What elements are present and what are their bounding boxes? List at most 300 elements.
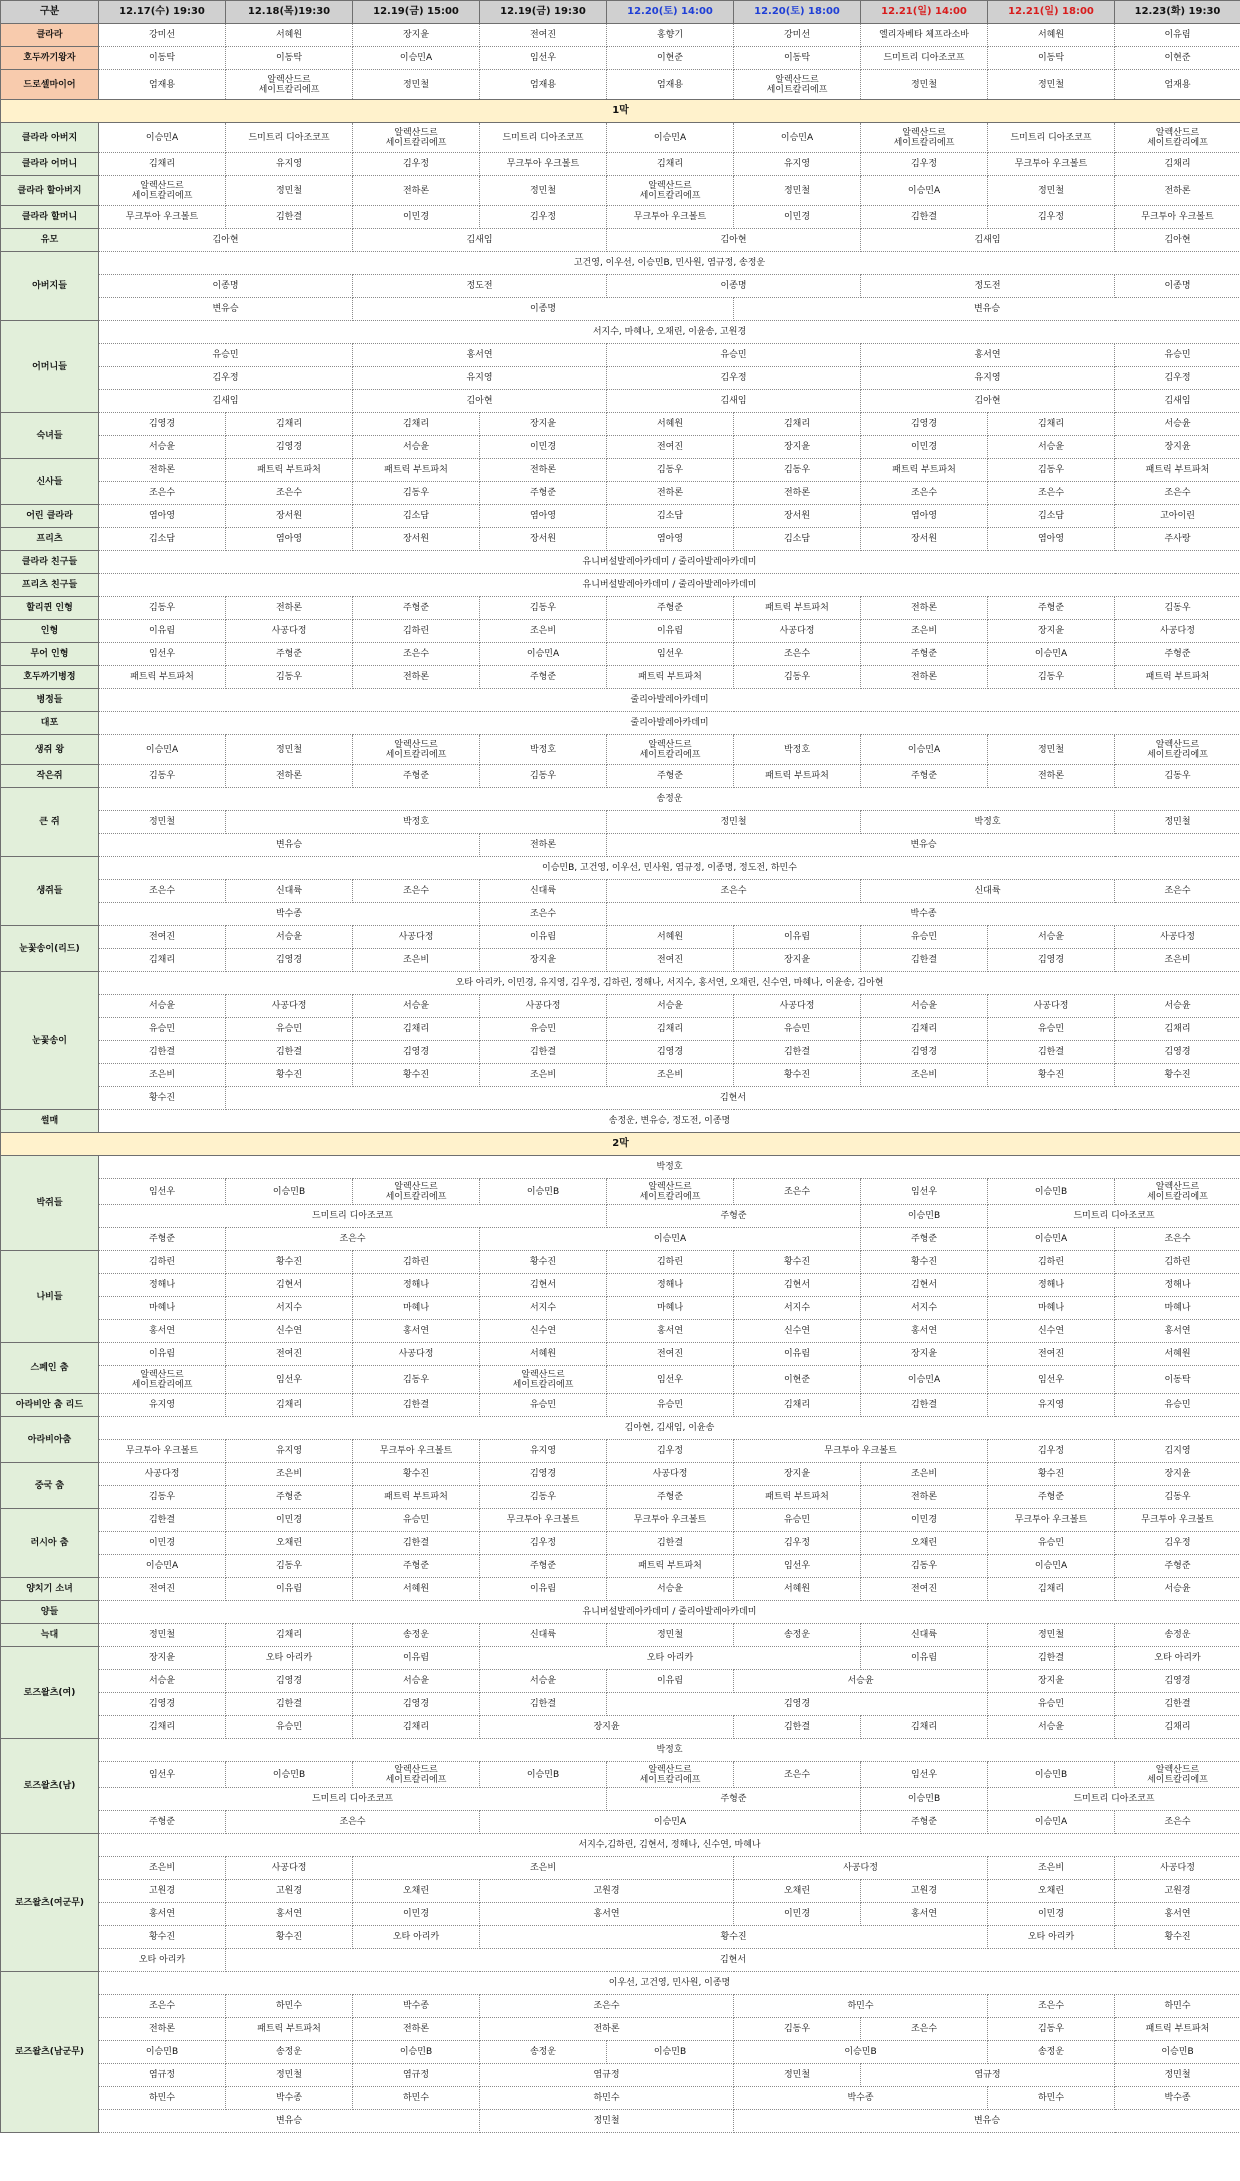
cast-cell: 홍서연 [1115,1903,1240,1926]
cast-cell: 전여진 [861,1578,988,1601]
cast-cell: 마혜나 [1115,1297,1240,1320]
cast-cell: 이민경 [353,206,480,229]
cast-cell: 김영경 [226,1670,353,1693]
cast-cell: 김영경 [480,1463,607,1486]
cast-cell: 조은수 [226,1811,480,1834]
cast-cell: 알렉산드르 세이트칼리에프 [353,123,480,153]
table-row [1,252,1240,275]
table-row [1,1811,1240,1834]
cast-cell: 알렉산드르 세이트칼리에프 [607,735,734,765]
cast-cell: 이승민B [734,2041,988,2064]
cast-cell: 홍서연 [99,1903,226,1926]
cast-cell: 김아현 [607,229,861,252]
cast-cell: 임선우 [480,47,607,70]
cast-cell: 전여진 [607,436,734,459]
role-name: 스페인 춤 [1,1343,99,1394]
cast-cell: 패트릭 부트파처 [226,459,353,482]
cast-cell: 이민경 [99,1532,226,1555]
cast-cell: 변유승 [734,2110,1240,2133]
cast-cell: 패트릭 부트파처 [353,1486,480,1509]
table-row [1,765,1240,788]
cast-cell: 김한결 [607,1532,734,1555]
cast-cell: 알렉산드르 세이트칼리에프 [480,1366,607,1394]
cast-cell: 유승민 [1115,1394,1240,1417]
role-name: 무어 인형 [1,643,99,666]
cast-cell: 김아현, 김새임, 이윤송 [99,1417,1240,1440]
cast-cell: 김현서 [226,1274,353,1297]
cast-cell: 이동탁 [226,47,353,70]
cast-cell: 김동우 [226,666,353,689]
cast-cell: 김새임 [607,390,861,413]
table-row [1,436,1240,459]
cast-cell: 유지영 [734,153,861,176]
cast-cell: 드미트리 디아조코프 [226,123,353,153]
cast-cell: 정민철 [734,176,861,206]
cast-cell: 황수진 [861,1251,988,1274]
cast-cell: 임선우 [99,1179,226,1205]
cast-cell: 서승윤 [226,926,353,949]
cast-cell: 조은비 [861,620,988,643]
cast-cell: 김하린 [353,620,480,643]
cast-cell: 전하론 [607,482,734,505]
cast-cell: 서승윤 [99,436,226,459]
cast-cell: 이우선, 고건영, 민사원, 이종명 [99,1972,1240,1995]
table-row [1,1463,1240,1486]
cast-cell: 홍향기 [607,24,734,47]
cast-cell: 신대륙 [861,880,1115,903]
cast-cell: 이유림 [226,1578,353,1601]
date-header: 12.18(목)19:30 [226,1,353,24]
table-row [1,949,1240,972]
table-row [1,100,1240,123]
cast-cell: 무크투아 우크볼트 [1115,206,1240,229]
cast-cell: 서승윤 [353,1670,480,1693]
cast-cell: 장서원 [734,505,861,528]
cast-cell: 신수연 [734,1320,861,1343]
table-row [1,70,1240,100]
cast-cell: 박수종 [226,2087,353,2110]
cast-cell: 염아영 [607,528,734,551]
cast-cell: 송정운 [480,2041,607,2064]
table-row [1,505,1240,528]
cast-cell: 정도전 [861,275,1115,298]
cast-cell: 서승윤 [988,1716,1115,1739]
cast-cell: 이승민B [480,1762,607,1788]
table-row [1,1834,1240,1857]
header-label: 구분 [1,1,99,24]
cast-cell: 유승민 [480,1394,607,1417]
cast-cell: 정민철 [353,70,480,100]
date-header: 12.23(화) 19:30 [1115,1,1240,24]
cast-cell: 장지윤 [353,24,480,47]
cast-cell: 유승민 [734,1018,861,1041]
cast-cell: 김동우 [1115,597,1240,620]
cast-cell: 이승민A [988,643,1115,666]
cast-cell: 유지영 [226,153,353,176]
cast-cell: 유승민 [226,1716,353,1739]
cast-cell: 홍서연 [861,1903,988,1926]
cast-cell: 서혜원 [1115,1343,1240,1366]
cast-cell: 김새임 [1115,390,1240,413]
cast-cell: 패트릭 부트파처 [734,765,861,788]
cast-cell: 이현준 [734,1366,861,1394]
cast-cell: 전하론 [734,482,861,505]
cast-cell: 이유림 [99,1343,226,1366]
cast-cell: 고원경 [99,1880,226,1903]
cast-cell: 김한결 [99,1509,226,1532]
cast-cell: 주형준 [226,1486,353,1509]
role-name: 대포 [1,712,99,735]
cast-cell: 홍서연 [353,344,607,367]
cast-cell: 장지윤 [734,436,861,459]
cast-cell: 이현준 [1115,47,1240,70]
cast-cell: 정해나 [353,1274,480,1297]
cast-cell: 무크투아 우크볼트 [988,1509,1115,1532]
cast-cell: 김동우 [99,765,226,788]
cast-cell: 이승민B [988,1179,1115,1205]
cast-cell: 김동우 [353,1366,480,1394]
cast-cell: 조은수 [480,903,607,926]
table-row [1,666,1240,689]
cast-cell: 이유림 [1115,24,1240,47]
cast-cell: 주형준 [861,1228,988,1251]
cast-cell: 마혜나 [99,1297,226,1320]
cast-cell: 전하론 [480,459,607,482]
cast-cell: 사공다정 [1115,620,1240,643]
cast-cell: 김채리 [226,1394,353,1417]
cast-cell: 정민철 [988,176,1115,206]
cast-cell: 무크투아 우크볼트 [480,1509,607,1532]
table-row [1,1417,1240,1440]
cast-cell: 조은비 [607,1064,734,1087]
cast-cell: 패트릭 부트파처 [734,1486,861,1509]
cast-cell: 박정호 [99,1156,1240,1179]
cast-cell: 조은비 [1115,949,1240,972]
cast-cell: 변유승 [99,834,480,857]
cast-cell: 이승민A [861,1366,988,1394]
cast-cell: 엄재용 [480,70,607,100]
table-row [1,176,1240,206]
cast-cell: 박정호 [861,811,1115,834]
cast-cell: 정민철 [988,70,1115,100]
cast-cell: 김동우 [861,1555,988,1578]
cast-cell: 이승민B [226,1179,353,1205]
table-row [1,689,1240,712]
cast-cell: 패트릭 부트파처 [861,459,988,482]
cast-cell: 이승민A [99,123,226,153]
table-row [1,1251,1240,1274]
table-row [1,1,1240,24]
cast-cell: 김채리 [1115,1716,1240,1739]
cast-cell: 서승윤 [607,995,734,1018]
cast-cell: 이승민A [734,123,861,153]
cast-cell: 이종명 [1115,275,1240,298]
cast-cell: 주형준 [1115,643,1240,666]
cast-cell: 서혜원 [607,926,734,949]
cast-cell: 김소담 [988,505,1115,528]
cast-cell: 황수진 [480,1251,607,1274]
cast-cell: 서지수 [480,1297,607,1320]
cast-cell: 김현서 [226,1949,1240,1972]
cast-cell: 임선우 [861,1762,988,1788]
cast-cell: 알렉산드르 세이트칼리에프 [353,735,480,765]
cast-cell: 박수종 [607,903,1240,926]
cast-cell: 박정호 [226,811,607,834]
role-name: 드로셀마이어 [1,70,99,100]
date-header: 12.20(토) 14:00 [607,1,734,24]
cast-cell: 김우정 [861,153,988,176]
cast-cell: 오타 아리카, 이민경, 유지영, 김우정, 김하린, 정해나, 서지수, 홍서연, 오채린, 신수연, 마혜나, 이윤송, 김아현 [99,972,1240,995]
act-2-band: 2막 [1,1133,1240,1156]
cast-cell: 김소담 [734,528,861,551]
cast-cell: 엘리자베타 체프라소바 [861,24,988,47]
table-row [1,528,1240,551]
cast-cell: 알렉산드르 세이트칼리에프 [99,176,226,206]
cast-cell: 황수진 [988,1463,1115,1486]
cast-cell: 홍서연 [353,1320,480,1343]
date-header: 12.19(금) 19:30 [480,1,607,24]
cast-cell: 강미선 [99,24,226,47]
table-row [1,1179,1240,1205]
cast-cell: 알렉산드르 세이트칼리에프 [353,1179,480,1205]
cast-cell: 전하론 [480,834,607,857]
cast-cell: 알렉산드르 세이트칼리에프 [1115,1762,1240,1788]
cast-cell: 김영경 [861,413,988,436]
cast-cell: 이유림 [480,926,607,949]
cast-cell: 이유림 [607,1670,734,1693]
cast-cell: 오타 아리카 [1115,1647,1240,1670]
cast-cell: 정민철 [988,1624,1115,1647]
table-row [1,551,1240,574]
table-row [1,834,1240,857]
table-row [1,1762,1240,1788]
cast-cell: 서승윤 [1115,413,1240,436]
cast-cell: 신수연 [226,1320,353,1343]
cast-cell: 정민철 [99,811,226,834]
cast-cell: 이종명 [99,275,353,298]
cast-cell: 김채리 [353,1018,480,1041]
cast-cell: 이동탁 [734,47,861,70]
cast-cell: 유승민 [1115,344,1240,367]
cast-cell: 변유승 [734,298,1240,321]
cast-cell: 조은비 [861,1064,988,1087]
cast-cell: 김채리 [734,413,861,436]
cast-cell: 김동우 [988,2018,1115,2041]
cast-cell: 주형준 [480,482,607,505]
cast-cell: 이민경 [861,436,988,459]
cast-cell: 전하론 [99,2018,226,2041]
role-name: 늑대 [1,1624,99,1647]
cast-cell: 정민철 [734,2064,861,2087]
cast-cell: 김하린 [353,1251,480,1274]
cast-cell: 전하론 [861,666,988,689]
cast-cell: 염아영 [99,505,226,528]
table-row [1,880,1240,903]
cast-cell: 장지윤 [480,413,607,436]
cast-cell: 사공다정 [226,1857,353,1880]
cast-cell: 유지영 [99,1394,226,1417]
date-header: 12.21(일) 14:00 [861,1,988,24]
cast-cell: 사공다정 [353,926,480,949]
cast-cell: 황수진 [988,1064,1115,1087]
role-name: 생쥐 왕 [1,735,99,765]
cast-cell: 주형준 [607,765,734,788]
cast-cell: 이승민B [861,1205,988,1228]
cast-cell: 송정운 [734,1624,861,1647]
cast-cell: 이승민A [480,643,607,666]
role-name: 프리츠 친구들 [1,574,99,597]
cast-cell: 정민철 [226,2064,353,2087]
cast-cell: 황수진 [1115,1926,1240,1949]
cast-cell: 이유림 [607,620,734,643]
cast-cell: 이유림 [861,1647,988,1670]
role-name: 클라라 할머니 [1,206,99,229]
cast-cell: 서혜원 [353,1578,480,1601]
table-row [1,229,1240,252]
table-row [1,1739,1240,1762]
cast-cell: 주형준 [480,666,607,689]
cast-cell: 유승민 [226,1018,353,1041]
cast-cell: 정민철 [226,735,353,765]
cast-cell: 전여진 [607,949,734,972]
cast-cell: 이종명 [353,298,734,321]
cast-cell: 조은비 [99,1064,226,1087]
table-row [1,1601,1240,1624]
table-row [1,2041,1240,2064]
role-name: 로즈왈츠(남) [1,1739,99,1834]
cast-cell: 오채린 [734,1880,861,1903]
cast-cell: 주형준 [607,597,734,620]
cast-cell: 조은수 [99,1995,226,2018]
cast-cell: 김새임 [99,390,353,413]
table-row [1,811,1240,834]
cast-cell: 조은비 [353,949,480,972]
table-row [1,926,1240,949]
table-row [1,1788,1240,1811]
cast-cell: 김소담 [607,505,734,528]
cast-cell: 송정운 [99,788,1240,811]
cast-cell: 이승민A [480,1228,861,1251]
cast-cell: 하민수 [99,2087,226,2110]
cast-cell: 서지수 [734,1297,861,1320]
role-name: 유모 [1,229,99,252]
cast-cell: 주형준 [1115,1555,1240,1578]
table-row [1,1486,1240,1509]
cast-cell: 줄리아발레아카데미 [99,689,1240,712]
cast-cell: 김우정 [1115,367,1240,390]
table-row [1,1532,1240,1555]
cast-cell: 김우정 [1115,1532,1240,1555]
cast-cell: 주형준 [99,1228,226,1251]
cast-cell: 서승윤 [99,1670,226,1693]
cast-cell: 하민수 [988,2087,1115,2110]
cast-cell: 마혜나 [607,1297,734,1320]
table-row [1,643,1240,666]
cast-cell: 이승민B [226,1762,353,1788]
cast-cell: 이승민A [861,735,988,765]
table-row [1,1320,1240,1343]
cast-cell: 조은수 [734,1179,861,1205]
cast-cell: 주형준 [607,1205,861,1228]
cast-cell: 알렉산드르 세이트칼리에프 [1115,1179,1240,1205]
cast-cell: 김영경 [861,1041,988,1064]
cast-cell: 임선우 [99,1762,226,1788]
cast-cell: 정민철 [1115,2064,1240,2087]
cast-cell: 조은비 [988,1857,1115,1880]
cast-cell: 알렉산드르 세이트칼리에프 [1115,735,1240,765]
table-row [1,1343,1240,1366]
cast-cell: 김영경 [607,1693,988,1716]
cast-cell: 하민수 [353,2087,480,2110]
role-name: 어머니들 [1,321,99,413]
role-name: 호두까기왕자 [1,47,99,70]
cast-cell: 김채리 [861,1018,988,1041]
cast-cell: 이승민B [861,1788,988,1811]
cast-cell: 신수연 [480,1320,607,1343]
table-row [1,1857,1240,1880]
cast-cell: 사공다정 [1115,1857,1240,1880]
cast-cell: 알렉산드르 세이트칼리에프 [607,1179,734,1205]
cast-cell: 김영경 [99,1693,226,1716]
cast-cell: 장지윤 [1115,1463,1240,1486]
cast-cell: 이민경 [734,206,861,229]
cast-cell: 오채린 [353,1880,480,1903]
cast-cell: 김동우 [480,597,607,620]
cast-cell: 신대륙 [480,1624,607,1647]
cast-cell: 조은수 [861,482,988,505]
cast-cell: 김한결 [226,1693,353,1716]
cast-cell: 황수진 [353,1463,480,1486]
cast-cell: 김아현 [353,390,607,413]
cast-cell: 김우정 [480,206,607,229]
cast-cell: 유승민 [988,1693,1115,1716]
cast-cell: 김우정 [353,153,480,176]
table-row [1,1624,1240,1647]
table-row [1,995,1240,1018]
table-row [1,1041,1240,1064]
cast-cell: 장서원 [226,505,353,528]
cast-cell: 패트릭 부트파처 [734,597,861,620]
cast-cell: 정도전 [353,275,607,298]
cast-cell: 하민수 [480,2087,734,2110]
cast-cell: 전하론 [353,2018,480,2041]
cast-cell: 김영경 [353,1041,480,1064]
cast-cell: 조은수 [607,880,861,903]
role-name: 썰매 [1,1110,99,1133]
cast-cell: 서혜원 [988,24,1115,47]
cast-cell: 이동탁 [99,47,226,70]
cast-cell: 홍서연 [861,344,1115,367]
cast-cell: 조은수 [226,482,353,505]
role-name: 어린 클라라 [1,505,99,528]
table-row [1,367,1240,390]
table-row [1,735,1240,765]
cast-cell: 알렉산드르 세이트칼리에프 [353,1762,480,1788]
cast-cell: 이유림 [99,620,226,643]
cast-cell: 조은수 [988,482,1115,505]
table-row [1,712,1240,735]
cast-cell: 하민수 [734,1995,988,2018]
table-row [1,482,1240,505]
table-row [1,275,1240,298]
cast-cell: 임선우 [226,1366,353,1394]
cast-cell: 김동우 [734,666,861,689]
cast-cell: 김한결 [480,1693,607,1716]
cast-cell: 김동우 [988,666,1115,689]
cast-cell: 홍서연 [99,1320,226,1343]
cast-cell: 조은수 [1115,482,1240,505]
cast-cell: 신대륙 [480,880,607,903]
